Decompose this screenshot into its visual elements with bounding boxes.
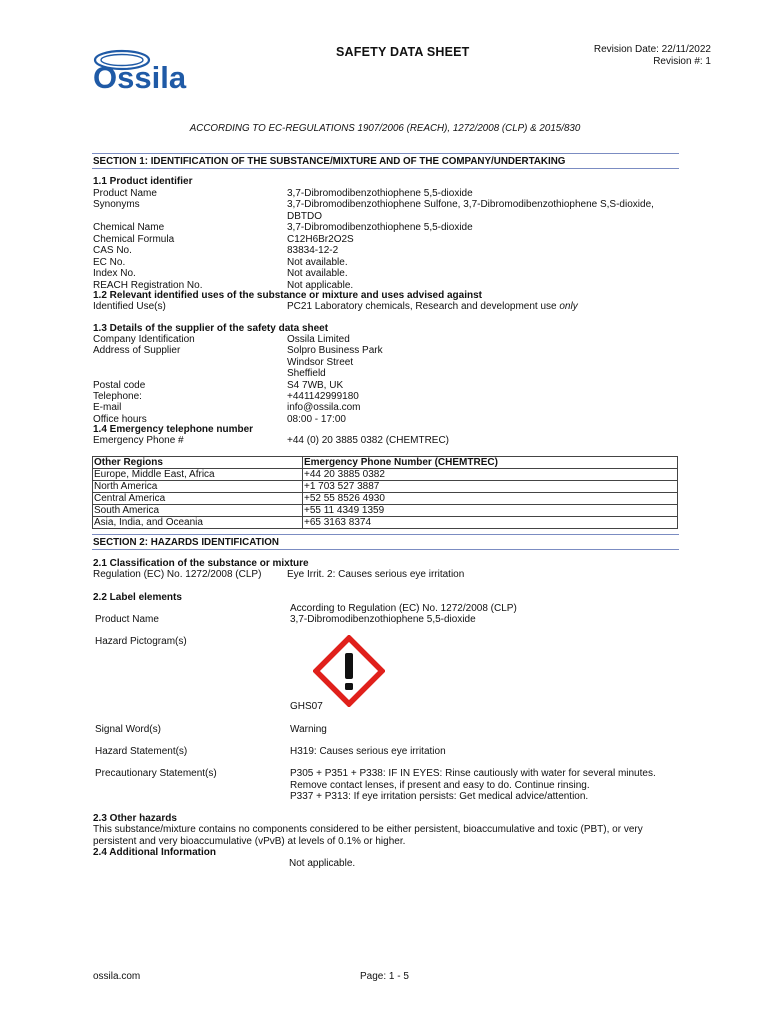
logo-text: Ossila <box>93 60 187 92</box>
field-value: S4 7WB, UK <box>287 379 344 391</box>
table-cell: Central America <box>93 493 303 505</box>
ossila-logo <box>92 46 204 92</box>
field-value: 3,7-Dibromodibenzothiophene 5,5-dioxide <box>287 187 473 199</box>
field-value: C12H6Br2O2S <box>287 233 354 245</box>
ossila-logo-icon <box>92 46 204 92</box>
field-label: EC No. <box>93 256 126 268</box>
table-row <box>93 505 678 517</box>
subsection-1-1-title: 1.1 Product identifier <box>93 176 193 187</box>
precautionary-line: P337 + P313: If eye irritation persists: Get medical advice/attention. <box>290 791 589 802</box>
hazard-statement-value: H319: Causes serious eye irritation <box>290 746 446 757</box>
field-label: Chemical Name <box>93 222 165 233</box>
additional-information-value: Not applicable. <box>289 858 356 869</box>
subsection-2-1-title: 2.1 Classification of the substance or mixture <box>93 558 309 569</box>
identified-uses-text: PC21 Laboratory chemicals, Research and development use <box>287 301 560 312</box>
classification-value: Eye Irrit. 2: Causes serious eye irritation <box>287 569 465 580</box>
label-product-name-value: 3,7-Dibromodibenzothiophene 5,5-dioxide <box>290 614 476 625</box>
table-cell: Europe, Middle East, Africa <box>93 469 303 481</box>
document-title: SAFETY DATA SHEET <box>336 45 470 59</box>
label-product-name-label: Product Name <box>95 614 159 625</box>
emergency-phone-value: +44 (0) 20 3885 0382 (CHEMTREC) <box>287 435 450 446</box>
field-value: DBTDO <box>287 210 322 222</box>
subsection-1-3-title: 1.3 Details of the supplier of the safety data sheet <box>93 323 329 334</box>
field-label: Product Name <box>93 187 157 199</box>
field-value: 3,7-Dibromodibenzothiophene Sulfone, 3,7-Dibromodibenzothiophene S,S-dioxide, <box>287 199 654 210</box>
table-cell: South America <box>93 505 303 517</box>
hazard-pictogram-label: Hazard Pictogram(s) <box>95 636 187 647</box>
revision-number: Revision #: 1 <box>653 56 711 67</box>
table-cell: +52 55 8526 4930 <box>303 493 678 505</box>
section1-heading: SECTION 1: IDENTIFICATION OF THE SUBSTANCE/MIXTURE AND OF THE COMPANY/UNDERTAKING <box>93 156 566 167</box>
field-label: Office hours <box>93 413 147 425</box>
field-value: Windsor Street <box>287 356 354 368</box>
field-label: Postal code <box>93 379 146 391</box>
field-value: info@ossila.com <box>287 402 361 414</box>
table-row <box>93 493 678 505</box>
table-row <box>93 469 678 481</box>
precautionary-statement-label: Precautionary Statement(s) <box>95 768 217 779</box>
identified-uses-italic: only <box>559 301 578 312</box>
revision-date: Revision Date: 22/11/2022 <box>593 44 711 55</box>
field-value: Not applicable. <box>287 279 354 291</box>
table-cell: +65 3163 8374 <box>303 517 678 529</box>
field-label: Synonyms <box>93 199 140 210</box>
table-row <box>93 481 678 493</box>
footer-page-number: Page: 1 - 5 <box>360 971 409 982</box>
hazard-statement-label: Hazard Statement(s) <box>95 746 188 757</box>
pictogram-code: GHS07 <box>290 701 323 712</box>
field-label: Index No. <box>93 268 136 279</box>
classification-label: Regulation (EC) No. 1272/2008 (CLP) <box>93 569 262 580</box>
table-cell: Asia, India, and Oceania <box>93 517 303 529</box>
other-hazards-line: This substance/mixture contains no components considered to be either persistent, bioaccumulative and toxic (PBT), or very <box>93 824 643 835</box>
field-value: +441142999180 <box>287 390 359 402</box>
table-header-row <box>93 457 678 469</box>
subsection-2-4-title: 2.4 Additional Information <box>93 846 216 858</box>
table-cell: +55 11 4349 1359 <box>303 505 678 517</box>
field-label: Chemical Formula <box>93 233 175 245</box>
table-header-cell: Other Regions <box>93 457 303 469</box>
field-value: Solpro Business Park <box>287 345 383 357</box>
subsection-1-2-title: 1.2 Relevant identified uses of the substance or mixture and uses advised against <box>93 290 483 301</box>
regulation-line: ACCORDING TO EC-REGULATIONS 1907/2006 (REACH), 1272/2008 (CLP) & 2015/830 <box>189 123 581 134</box>
field-value: Ossila Limited <box>287 334 350 345</box>
field-value: Sheffield <box>287 368 326 380</box>
field-value: 3,7-Dibromodibenzothiophene 5,5-dioxide <box>287 222 473 233</box>
table-cell: North America <box>93 481 303 493</box>
ghs07-pictogram <box>313 635 385 707</box>
table-header-cell: Emergency Phone Number (CHEMTREC) <box>303 457 678 469</box>
identified-uses-label: Identified Use(s) <box>93 301 166 312</box>
other-hazards-line: persistent and very bioaccumulative (vPvB) at levels of 0.1% or higher. <box>93 835 406 847</box>
precautionary-line: P305 + P351 + P338: IF IN EYES: Rinse cautiously with water for several minutes. <box>290 768 656 779</box>
according-to-regulation: According to Regulation (EC) No. 1272/2008 (CLP) <box>290 603 517 614</box>
table-row <box>93 517 678 529</box>
emergency-phone-label: Emergency Phone # <box>93 435 184 446</box>
field-label: Company Identification <box>93 334 195 345</box>
field-label: CAS No. <box>93 245 132 256</box>
section2-heading: SECTION 2: HAZARDS IDENTIFICATION <box>93 537 279 548</box>
table-cell: +44 20 3885 0382 <box>303 469 678 481</box>
signal-word-value: Warning <box>290 724 327 735</box>
field-label: Address of Supplier <box>93 345 181 357</box>
field-label: REACH Registration No. <box>93 279 203 291</box>
field-label: E-mail <box>93 402 122 414</box>
signal-word-label: Signal Word(s) <box>95 724 161 735</box>
identified-uses-value <box>287 301 578 313</box>
footer-website: ossila.com <box>93 971 141 982</box>
field-value: Not available. <box>287 256 348 268</box>
field-value: 83834-12-2 <box>287 245 339 256</box>
subsection-1-4-title: 1.4 Emergency telephone number <box>93 424 254 435</box>
subsection-2-3-title: 2.3 Other hazards <box>93 813 177 824</box>
exclamation-mark-icon <box>313 635 385 707</box>
subsection-2-2-title: 2.2 Label elements <box>93 592 182 603</box>
field-label: Telephone: <box>93 390 142 402</box>
precautionary-line: Remove contact lenses, if present and easy to do. Continue rinsing. <box>290 779 590 791</box>
field-value: 08:00 - 17:00 <box>287 413 346 425</box>
field-value: Not available. <box>287 268 348 279</box>
emergency-regions-table <box>92 456 678 529</box>
table-cell: +1 703 527 3887 <box>303 481 678 493</box>
